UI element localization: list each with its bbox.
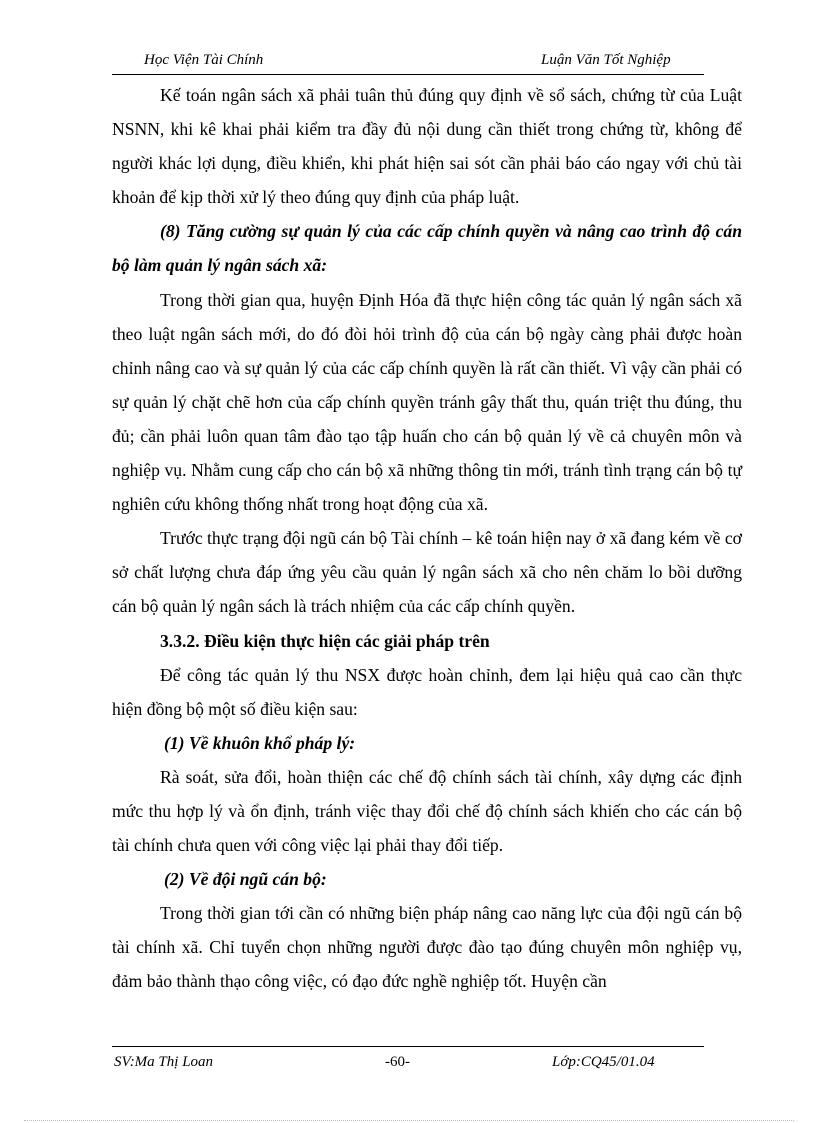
footer-class: Lớp:CQ45/01.04 — [552, 1054, 655, 1070]
body-paragraph: Trong thời gian qua, huyện Định Hóa đã thực hiện công tác quản lý ngân sách xã theo luật ngân sách mới, do đó đòi hỏi trình độ của cán bộ ngày càng phải được hoàn chỉnh nâng cao và sự quản lý của các cấp chính quyền là rất cần thiết. Vì vậy cần phải có sự quản lý chặt chẽ hơn của cấp chính quyền tránh gây thất thu, quán triệt thu đúng, thu đủ; cần phải luôn quan tâm đào tạo tập huấn cho cán bộ quản lý về cả chuyên môn và nghiệp vụ. Nhằm cung cấp cho cán bộ xã những thông tin mới, tránh tình trạng cán bộ tự nghiên cứu không thống nhất trong hoạt động của xã. — [112, 289, 742, 515]
page-body — [112, 78, 742, 999]
body-paragraph: Trong thời gian tới cần có những biện pháp nâng cao năng lực của đội ngũ cán bộ tài chính xã. Chỉ tuyển chọn những người được đào tạo đúng chuyên môn nghiệp vụ, đảm bảo thành thạo công việc, có đạo đức nghề nghiệp tốt. Huyện cần — [112, 903, 742, 992]
header-institution: Học Viện Tài Chính — [144, 52, 264, 68]
body-paragraph: Kế toán ngân sách xã phải tuân thủ đúng quy định về sổ sách, chứng từ của Luật NSNN, khi kê khai phải kiểm tra đầy đủ nội dung cần thiết trong chứng từ, không để người khác lợi dụng, điều khiển, khi phát hiện sai sót cần phải báo cáo ngay với chủ tài khoản để kịp thời xử lý theo đúng quy định của pháp luật. — [112, 85, 742, 208]
body-paragraph: Rà soát, sửa đổi, hoàn thiện các chế độ chính sách tài chính, xây dựng các định mức thu hợp lý và ổn định, tránh việc thay đổi chế độ chính sách khiến cho các cán bộ tài chính chưa quen với công việc lại phải thay đổi tiếp. — [112, 766, 742, 856]
footer-divider — [112, 1046, 704, 1047]
page-footer — [0, 1054, 816, 1076]
body-paragraph: Trước thực trạng đội ngũ cán bộ Tài chính – kê toán hiện nay ở xã đang kém về cơ sở chất lượng chưa đáp ứng yêu cầu quản lý ngân sách xã cho nên chăm lo bồi dưỡng cán bộ quản lý ngân sách là trách nhiệm của các cấp chính quyền. — [112, 528, 742, 617]
subsection-title: 3.3.2. Điều kiện thực hiện các giải pháp trên — [160, 630, 490, 651]
header-divider — [112, 74, 704, 75]
footer-student: SV:Ma Thị Loan — [114, 1054, 214, 1070]
page-edge-divider — [24, 1120, 794, 1121]
header-document-type: Luận Văn Tốt Nghiệp — [541, 52, 671, 68]
page-number: -60- — [385, 1054, 410, 1070]
section-heading: (2) Về đội ngũ cán bộ: — [164, 869, 327, 890]
body-paragraph: Để công tác quản lý thu NSX được hoàn chỉnh, đem lại hiệu quả cao cần thực hiện đồng bộ một số điều kiện sau: — [112, 664, 742, 719]
section-heading: (8) Tăng cường sự quản lý của các cấp chính quyền và nâng cao trình độ cán bộ làm quản lý ngân sách xã: — [112, 221, 742, 276]
page-header — [0, 52, 816, 74]
section-heading: (1) Về khuôn khổ pháp lý: — [164, 732, 356, 753]
